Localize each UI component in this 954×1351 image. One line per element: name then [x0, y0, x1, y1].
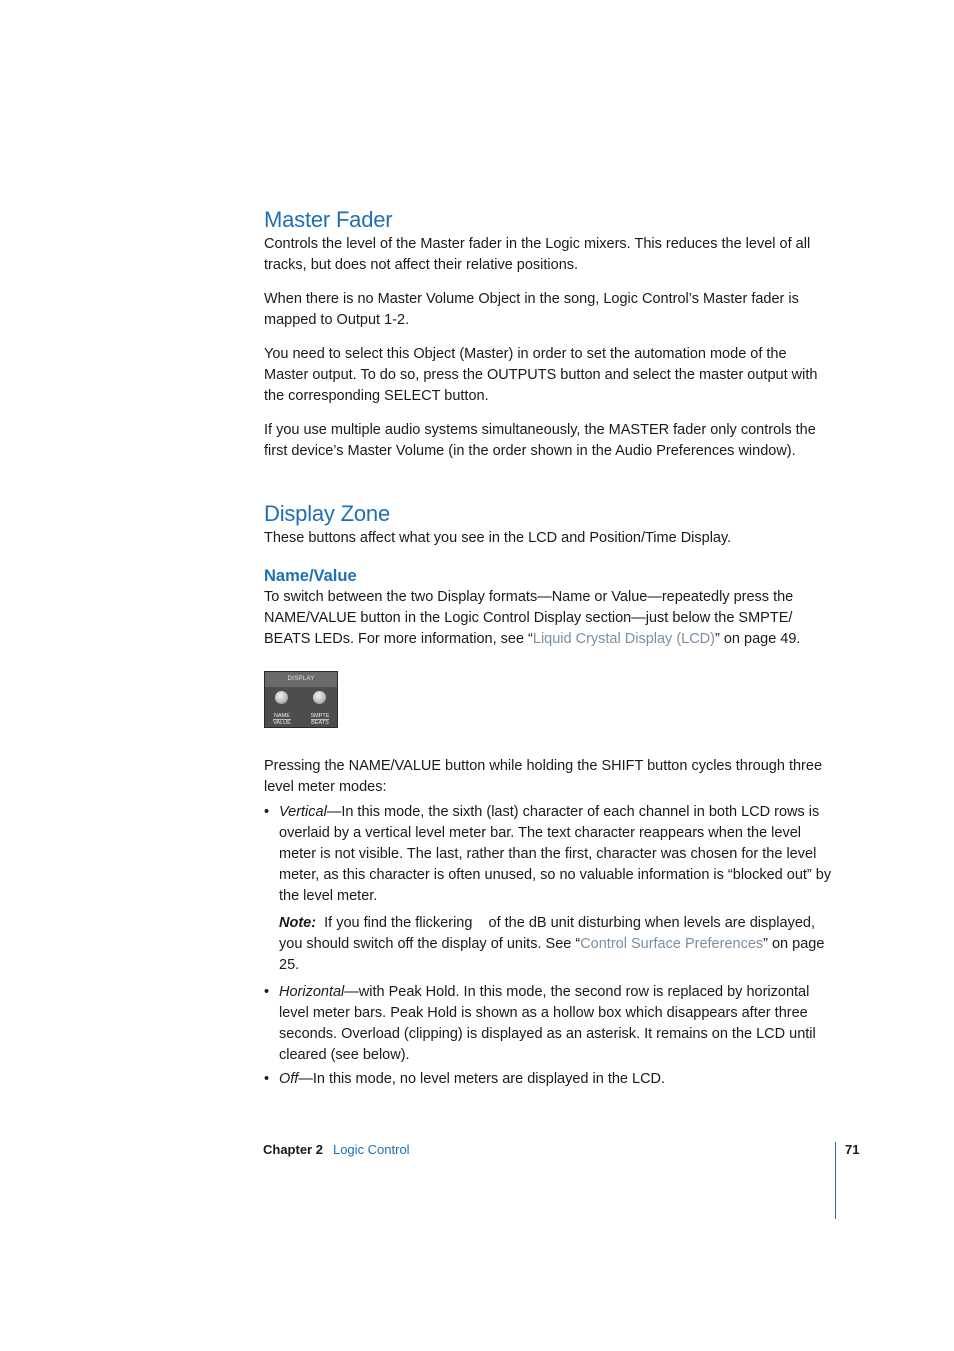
- section-title-display-zone: Display Zone: [264, 501, 390, 526]
- paragraph: When there is no Master Volume Object in the song, Logic Control’s Master fader is mapped to Output 1-2.: [264, 291, 799, 328]
- list-item: • Vertical—In this mode, the sixth (last) character of each channel in both LCD rows is overlaid by a vertical level meter bar. The text character reappears when the level meter is not visible. The last, rather than the first, character was chosen for the level meter, as this character is often unused, so no valuable information is “blocked out” by the level meter. Note: If you find the flickering of the dB unit disturbing when levels are displayed, you should switch off the display of units. See “Control Surface Preferences” on page 25.: [264, 802, 834, 976]
- page-content: [264, 206, 834, 1090]
- figure-header: DISPLAY: [265, 672, 337, 687]
- page-number: 71: [845, 1142, 860, 1157]
- paragraph: These buttons affect what you see in the LCD and Position/Time Display.: [264, 530, 732, 546]
- smpte-beats-button-icon: [313, 691, 326, 704]
- paragraph: Controls the level of the Master fader in the Logic mixers. This reduces the level of all tracks, but does not affect their relative positions.: [264, 236, 811, 273]
- name-value-label: NAME VALUE: [273, 713, 291, 726]
- subsection-title-name-value: Name/Value: [264, 567, 357, 585]
- mode-list: [264, 802, 834, 1090]
- chapter-title-link[interactable]: Logic Control: [332, 1142, 410, 1157]
- paragraph: To switch between the two Display formats—Name or Value—repeatedly press the NAME/VALUE button in the Logic Control Display section—just below the SMPTE/ BEATS LEDs. For more information, see “Liquid Crystal Display (LCD)” on page 49.: [264, 589, 801, 647]
- footer-divider: [835, 1142, 836, 1219]
- paragraph: If you use multiple audio systems simultaneously, the MASTER fader only controls the first device’s Master Volume (in the order shown in the Audio Preferences window).: [264, 422, 816, 459]
- smpte-beats-label: SMPTE BEATS: [310, 713, 330, 726]
- list-item: • Horizontal—with Peak Hold. In this mode, the second row is replaced by horizontal level meter bars. Peak Hold is shown as a hollow box which disappears after three seconds. Overload (clipping) is displayed as an asterisk. It remains on the LCD until cleared (see below).: [264, 984, 816, 1063]
- paragraph: You need to select this Object (Master) in order to set the automation mode of the Master output. To do so, press the OUTPUTS button and select the master output with the corresponding SELECT button.: [264, 346, 818, 404]
- section-title-master-fader: Master Fader: [264, 207, 393, 232]
- display-buttons-figure: [264, 671, 338, 728]
- cross-reference-link[interactable]: Liquid Crystal Display (LCD): [532, 631, 715, 647]
- name-value-button-icon: [275, 691, 288, 704]
- cross-reference-link[interactable]: Control Surface Preferences: [580, 936, 764, 952]
- paragraph: Pressing the NAME/VALUE button while holding the SHIFT button cycles through three level meter modes:: [264, 758, 823, 795]
- list-item: • Off—In this mode, no level meters are displayed in the LCD.: [264, 1071, 666, 1087]
- note: Note: If you find the flickering of the dB unit disturbing when levels are displayed, you should switch off the display of units. See “Control Surface Preferences” on page 25.: [279, 915, 825, 973]
- footer-chapter: Chapter 2 Logic Control: [263, 1142, 410, 1157]
